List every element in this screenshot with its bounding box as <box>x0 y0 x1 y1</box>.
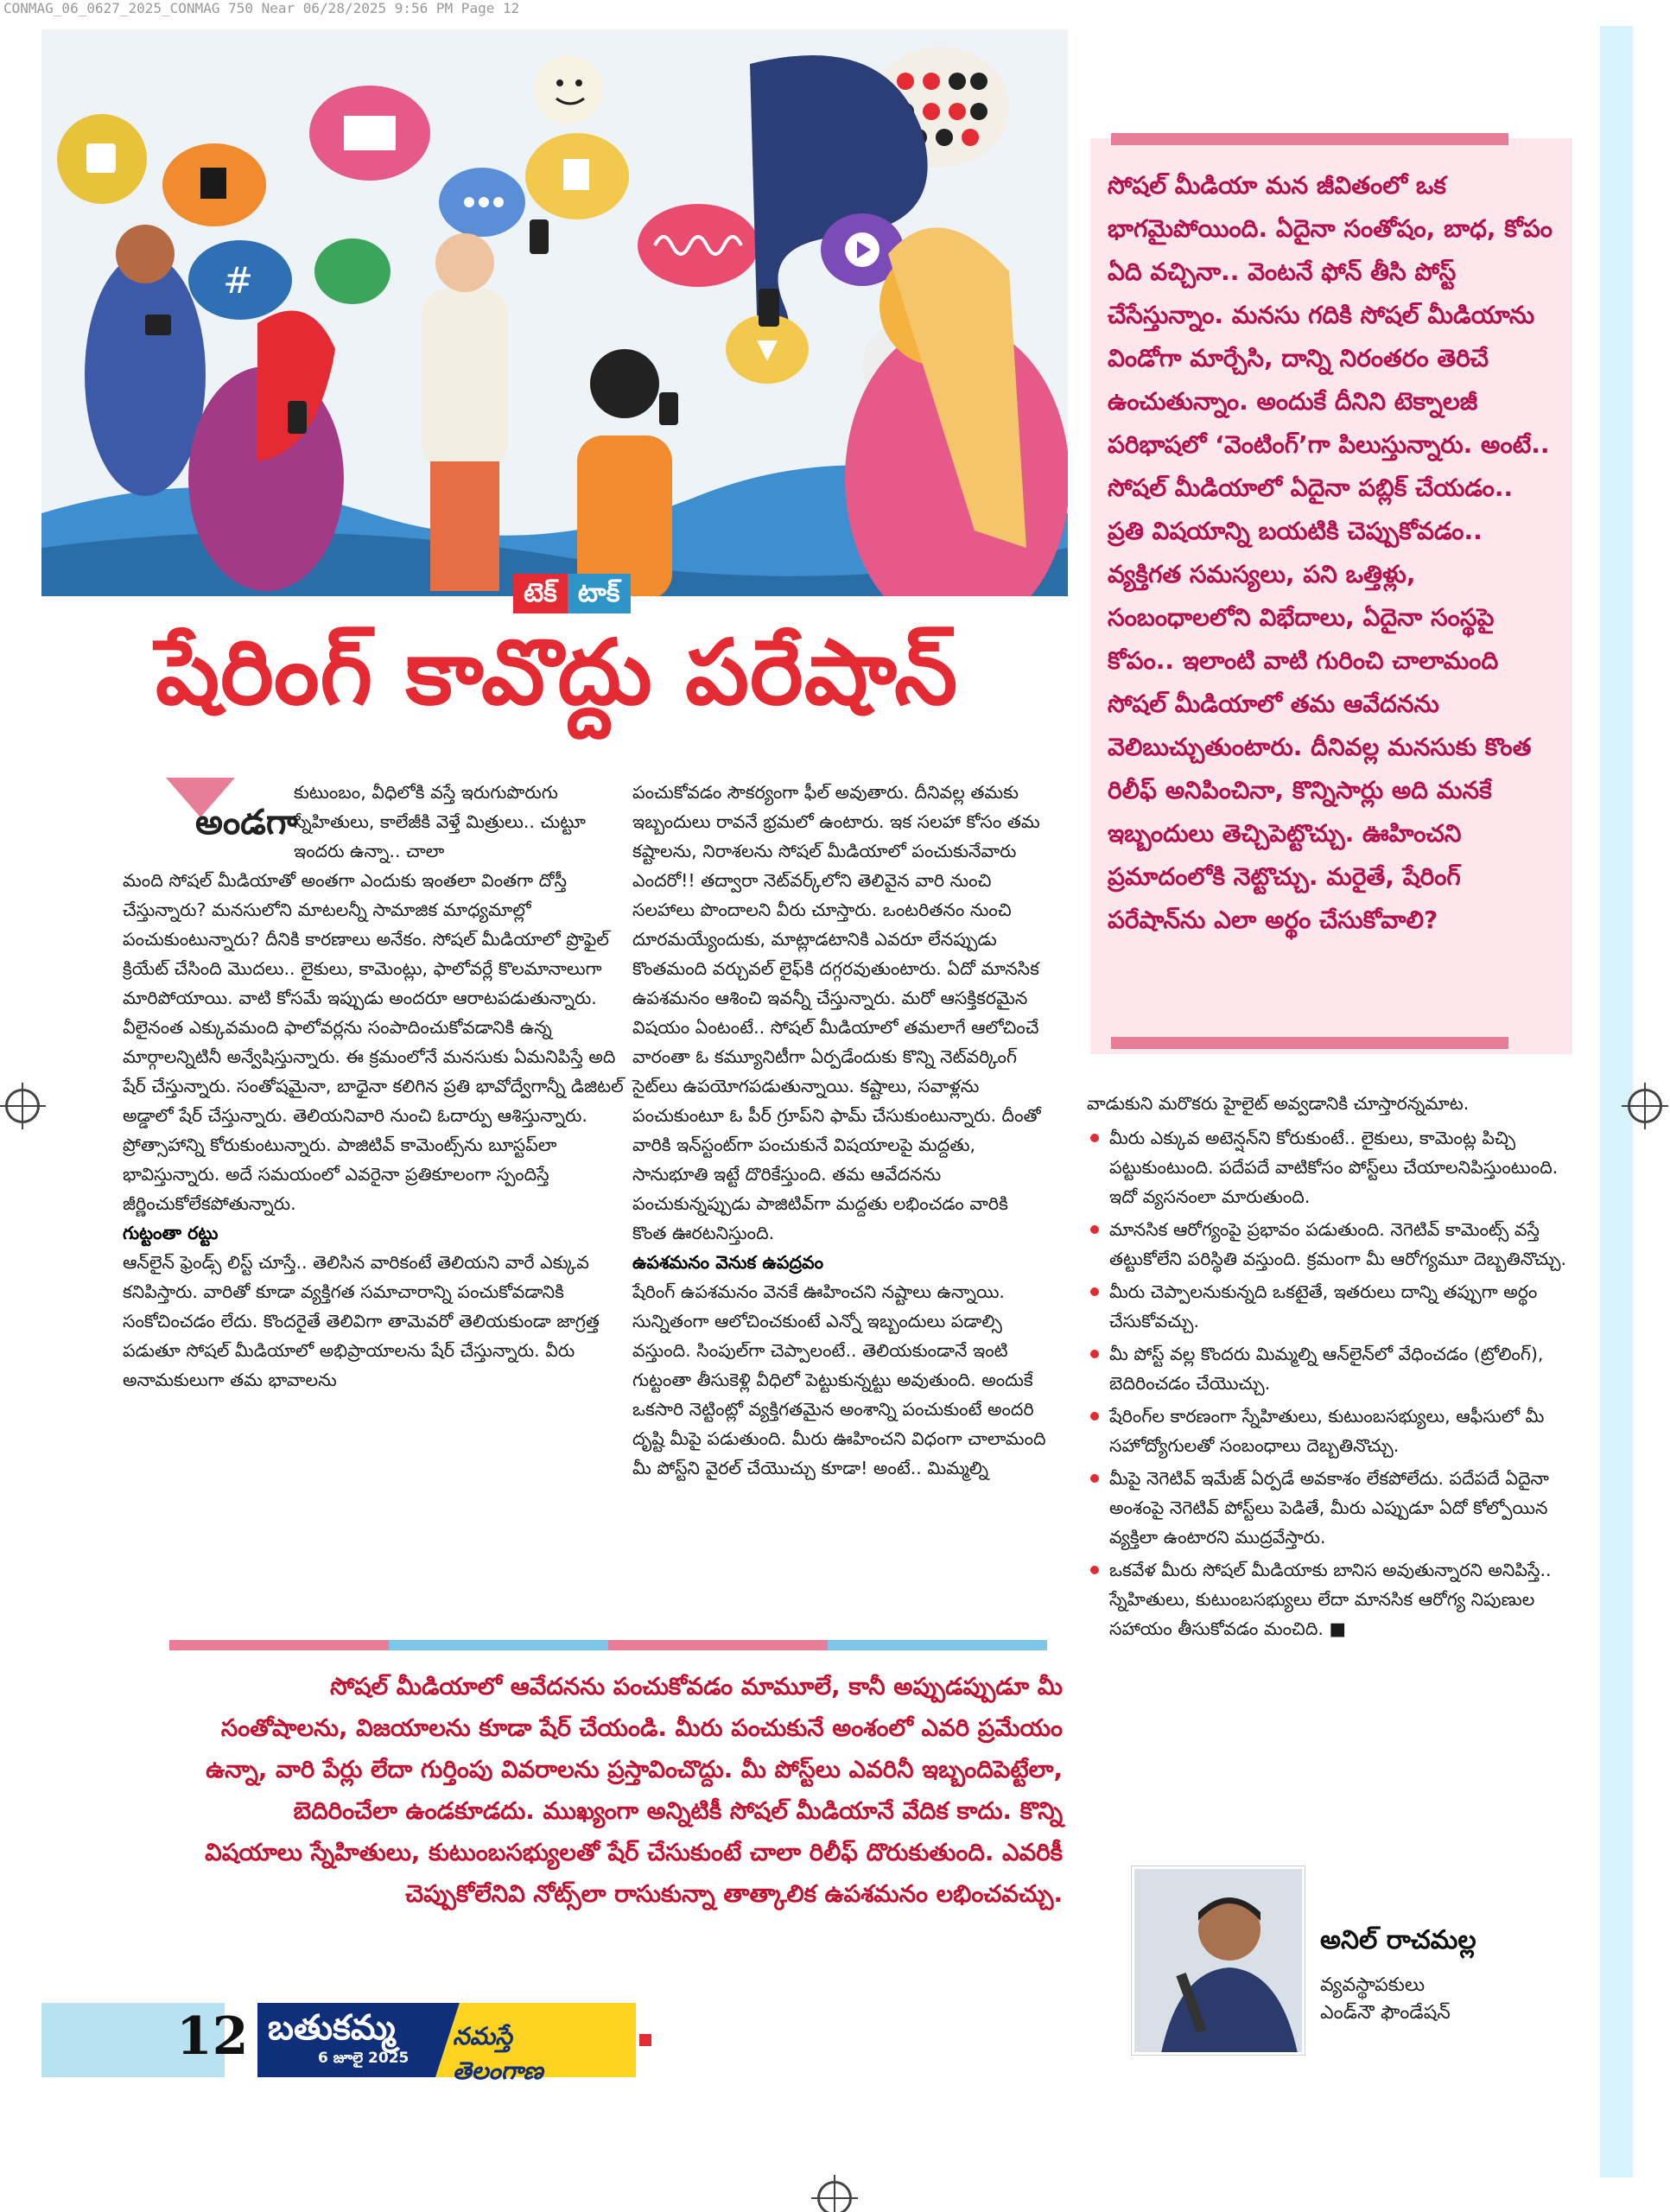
hashtag-bubble-icon <box>188 240 292 320</box>
author-role-line-2: ఎండ్‌నౌ ఫౌండేషన్ <box>1320 2002 1451 2024</box>
dislike-bubble-icon <box>162 143 266 226</box>
col1-paragraph-3: ఆన్‌లైన్ ఫ్రెండ్స్ లిస్ట్ చూస్తే.. తెలిసిన వారికంటే తెలియని వారే ఎక్కువ కనిపిస్తారు. వారితో కూడా వ్యక్తిగత సమాచారాన్ని పంచుకోవడానికి సంకోచించడం లేదు. కొందరైతే తెలివిగా తామెవరో తెలియకుండా జాగ్రత్త పడుతూ సోషల్ మీడియాలో అభిప్రాయాలను షేర్ చేస్తున్నారు. వీరు అనామకులుగా తమ భావాలను <box>123 1252 600 1390</box>
list-item: మీ పోస్ట్ వల్ల కొందరు మిమ్మల్ని ఆన్‌లైన్‌లో వేధించడం (ట్రోలింగ్), బెదిరించడం చేయొచ్చు. <box>1087 1339 1572 1398</box>
intro-text: సోషల్ మీడియా మన జీవితంలో ఒక భాగమైపోయింది. ఏదైనా సంతోషం, బాధ, కోపం ఏది వచ్చినా.. వెంటనే ఫోన్ తీసి పోస్ట్ చేసేస్తున్నాం. మనసు గదికి సోషల్ మీడియాను విండోగా మార్చేసి, దాన్ని నిరంతరం తెరిచే ఉంచుతున్నాం. అందుకే దీనిని టెక్నాలజీ పరిభాషలో ‘వెంటింగ్’గా పిలుస్తున్నారు. అంటే.. సోషల్ మీడియాలో ఏదైనా పబ్లిక్ చేయడం.. ప్రతి విషయాన్ని బయటికి చెప్పుకోవడం.. వ్యక్తిగత సమస్యలు, పని ఒత్తిళ్లు, సంబంధాలలోని విభేదాలు, ఏదైనా సంస్థపై కోపం.. ఇలాంటి వాటి గురించి చాలామంది సోషల్ మీడియాలో తమ ఆవేదనను వెలిబుచ్చుతుంటారు. దీనివల్ల మనసుకు కొంత రిలీఫ్ అనిపించినా, కొన్నిసార్లు అది మనకే ఇబ్బందులు తెచ్చిపెట్టొచ్చు. ఊహించని ప్రమాదంలోకి నెట్టొచ్చు. మరైతే, షేరింగ్ పరేషాన్‌ను ఎలా అర్థం చేసుకోవాలి? <box>1108 171 1553 934</box>
tag-part-1: టెక్ <box>513 574 568 613</box>
registration-mark-left-icon <box>5 1089 40 1123</box>
list-item: షేరింగ్‌ల కారణంగా స్నేహితులు, కుటుంబసభ్యులు, ఆఫీసులో మీ సహోద్యోగులతో సంబంధాలు దెబ్బతినొచ్చు. <box>1087 1402 1572 1460</box>
footer-square-icon <box>639 2034 651 2046</box>
mail-bubble-icon <box>309 86 430 181</box>
body-column-3 <box>1087 1089 1572 1647</box>
body-column-1 <box>123 778 631 1395</box>
body-column-2 <box>632 778 1047 1483</box>
chat-bubble-icon <box>439 168 525 237</box>
tag-part-2: టాక్ <box>568 574 631 613</box>
person-figure-4 <box>577 349 672 596</box>
section-tag <box>513 574 631 613</box>
list-item: మానసిక ఆరోగ్యంపై ప్రభావం పడుతుంది. నెగెటివ్ కామెంట్స్ వస్తే తట్టుకోలేని పరిస్థితి వస్తుంది. క్రమంగా మీ ఆరోగ్యమూ దెబ్బతినొచ్చు. <box>1087 1215 1572 1274</box>
scribble-bubble-icon <box>638 204 759 287</box>
col2-subheading: ఉపశమనం వెనుక ఉపద్రవం <box>632 1252 824 1273</box>
col2-paragraph-1: పంచుకోవడం సౌకర్యంగా ఫీల్ అవుతారు. దీనివల్ల తమకు ఇబ్బందులు రావనే భ్రమలో ఉంటారు. ఇక సలహా కోసం తమ కష్టాలను, నిరాశలను సోషల్ మీడియాలో పంచుకునేవారు ఎందరో!! తద్వారా నెట్‌వర్క్‌లోని తెలివైన వారి నుంచి సలహాలు పొందాలని వీరు చూస్తారు. ఒంటరితనం నుంచి దూరమయ్యేందుకు, మాట్లాడటానికి ఎవరూ లేనప్పుడు కొంతమంది వర్చువల్ లైఫ్‌కి దగ్గరవుతుంటారు. ఏదో మానసిక ఉపశమనం ఆశించి ఇవన్నీ చేస్తున్నారు. మరో ఆసక్తికరమైన విషయం ఏంటంటే.. సోషల్ మీడియాలో తమలాగే ఆలోచించే వారంతా ఓ కమ్యూనిటీగా ఏర్పడేందుకు కొన్ని నెట్‌వర్కింగ్ సైట్‌లు ఉపయోగపడుతున్నాయి. కష్టాలు, సవాళ్లను పంచుకుంటూ ఓ పీర్ గ్రూప్‌ని ఫామ్ చేసుకుంటున్నారు. దీంతో వారికి ఇన్‌స్టంట్‌గా పంచుకునే విషయాలపై మద్దతు, సానుభూతి ఇట్టే దొరికేస్తుంది. తమ ఆవేదనను పంచుకున్నప్పుడు పాజిటివ్‌గా మద్దతు లభించడం వారికి కొంత ఊరటనిస్తుంది. <box>632 782 1041 1243</box>
registration-mark-bottom-icon <box>817 2181 852 2212</box>
tips-highlight: సోషల్ మీడియాలో ఆవేదనను పంచుకోవడం మామూలే, కానీ అప్పుడప్పుడూ మీ సంతోషాలను, విజయాలను కూడా షేర్ చేయండి. మీరు పంచుకునే అంశంలో ఎవరి ప్రమేయం ఉన్నా, వారి పేర్లు లేదా గుర్తింపు వివరాలను ప్రస్తావించొద్దు. మీ పోస్ట్‌లు ఎవరినీ ఇబ్బందిపెట్టేలా, బెదిరించేలా ఉండకూడదు. ముఖ్యంగా అన్నిటికీ సోషల్ మీడియానే వేదిక కాదు. కొన్ని విషయాలు స్నేహితులు, కుటుంబసభ్యులతో షేర్ చేసుకుంటే చాలా రిలీఫ్ దొరుకుతుంది. ఎవరికీ చెప్పుకోలేనివి నోట్స్‌లా రాసుకున్నా తాత్కాలిక ఉపశమనం లభించవచ్చు. <box>205 1672 1063 1908</box>
rss-bubble-icon <box>57 114 147 204</box>
author-role-line-1: వ్యవస్థాపకులు <box>1320 1974 1426 1996</box>
list-item: మీపై నెగెటివ్ ఇమేజ్ ఏర్పడే అవకాశం లేకపోలేదు. పదేపదే ఏదైనా అంశంపై నెగెటివ్ పోస్ట్‌లు పెడితే, మీరు ఎప్పుడూ ఏదో కోల్పోయిన వ్యక్తిలా ఉంటారని ముద్రవేస్తారు. <box>1087 1464 1572 1552</box>
svg-text:#: # <box>223 259 254 302</box>
hero-illustration <box>41 29 1068 596</box>
like-bubble-icon <box>525 133 629 219</box>
page-footer <box>41 2003 608 2085</box>
printer-trim-header: CONMAG_06_0627_2025_CONMAG 750 Near 06/28/2025 9:56 PM Page 12 <box>3 0 520 16</box>
page-number: 12 <box>176 2006 249 2067</box>
risk-list <box>1087 1123 1572 1643</box>
issue-date: 6 జూలై 2025 <box>318 2050 410 2067</box>
smiley-bubble-icon <box>534 55 603 124</box>
registration-mark-right-icon <box>1628 1089 1662 1123</box>
col2-paragraph-2: షేరింగ్ ఉపశమనం వెనకే ఊహించని నష్టాలు ఉన్నాయి. సున్నితంగా ఆలోచించకుంటే ఎన్నో ఇబ్బందులు పడాల్సి వస్తుంది. సింపుల్‌గా చెప్పాలంటే.. తెలియకుండానే ఇంటి గుట్టంతా తీసుకెళ్లి వీధిలో పెట్టుకున్నట్టు అవుతుంది. అందుకే ఒకసారి నెట్టింట్లో వ్యక్తిగతమైన అంశాన్ని పంచుకుంటే అందరి దృష్టి మీపై పడుతుంది. మీరు ఊహించని విధంగా చాలామంది మీ పోస్ట్‌ని వైరల్ చేయొచ్చు కూడా! అంటే.. మిమ్మల్ని <box>632 1281 1046 1478</box>
author-role <box>1320 1972 1451 2027</box>
thumbs-up-green-icon <box>314 238 391 304</box>
sidebar-top-strip <box>1111 133 1508 145</box>
col3-intro: వాడుకుని మరొకరు హైలైట్ అవ్వడానికి చూస్తారన్నమాట. <box>1087 1093 1470 1114</box>
list-item: మీరు చెప్పాలనుకున్నది ఒకటైతే, ఇతరులు దాన్ని తప్పుగా అర్థం చేసుకోవచ్చు. <box>1087 1277 1572 1336</box>
newspaper-name: నమస్తే తెలంగాణ <box>453 2022 543 2085</box>
col1-paragraph-2: మంది సోషల్ మీడియాతో అంతగా ఎందుకు ఇంతలా వింతగా దోస్తీ చేస్తున్నారు? మనసులోని మాటలన్నీ సామాజిక మాధ్యమాల్లో పంచుకుంటున్నారు? దీనికి కారణాలు అనేకం. సోషల్ మీడియాలో ప్రొఫైల్ క్రియేట్ చేసింది మొదలు.. లైకులు, కామెంట్లు, ఫాలోవర్లే కొలమానాలుగా మారిపోయాయి. వాటి కోసమే ఇప్పుడు అందరూ ఆరాటపడుతున్నారు. వీలైనంత ఎక్కువమంది ఫాలోవర్లను సంపాదించుకోవడానికి ఉన్న మార్గాలన్నిటినీ అన్వేషిస్తున్నారు. ఈ క్రమంలోనే మనసుకు ఏమనిపిస్తే అది షేర్ చేస్తున్నారు. సంతోషమైనా, బాధైనా కలిగిన ప్రతి భావోద్వేగాన్నీ డిజిటల్ అడ్డాలో షేర్ చేస్తున్నారు. తెలియనివారి నుంచి ఓదార్పు ఆశిస్తున్నారు. ప్రోత్సాహాన్ని కోరుకుంటున్నారు. పాజిటివ్ కామెంట్స్‌ను బూస్టప్‌లా భావిస్తున్నారు. అదే సమయంలో ఎవరైనా ప్రతికూలంగా స్పందిస్తే జీర్ణించుకోలేకపోతున్నారు. <box>123 870 624 1214</box>
col1-subheading: గుట్టంతా రట్టు <box>123 1223 219 1243</box>
brand-title: బతుకమ్మ <box>268 2008 396 2048</box>
author-photo <box>1132 1866 1305 2055</box>
col1-paragraph-1: కుటుంబం, వీధిలోకి వస్తే ఇరుగుపొరుగు స్నేహితులు, కాలేజీకి వెళ్తే మిత్రులు.. చుట్టూ ఇందరు ఉన్నా.. చాలా <box>294 782 586 861</box>
drop-cap-word: అండగా <box>195 802 298 842</box>
headline: షేరింగ్ కావొద్దు పరేషాన్ <box>156 619 959 725</box>
list-item: మీరు ఎక్కువ అటెన్షన్‌ని కోరుకుంటే.. లైకులు, కామెంట్ల పిచ్చి పట్టుకుంటుంది. పదేపదే వాటికోసం పోస్ట్‌లు చేయాలనిపిస్తుంటుంది. ఇదో వ్యసనంలా మారుతుంది. <box>1087 1123 1572 1211</box>
sidebar-bottom-strip <box>1111 1037 1508 1049</box>
color-divider <box>169 1640 1047 1650</box>
list-item: ఒకవేళ మీరు సోషల్ మీడియాకు బానిస అవుతున్నారని అనిపిస్తే.. స్నేహితులు, కుటుంబసభ్యులు లేదా మానసిక ఆరోగ్య నిపుణుల సహాయం తీసుకోవడం మంచిది. ■ <box>1087 1555 1572 1643</box>
author-name: అనిల్ రాచమల్ల <box>1320 1925 1476 1955</box>
